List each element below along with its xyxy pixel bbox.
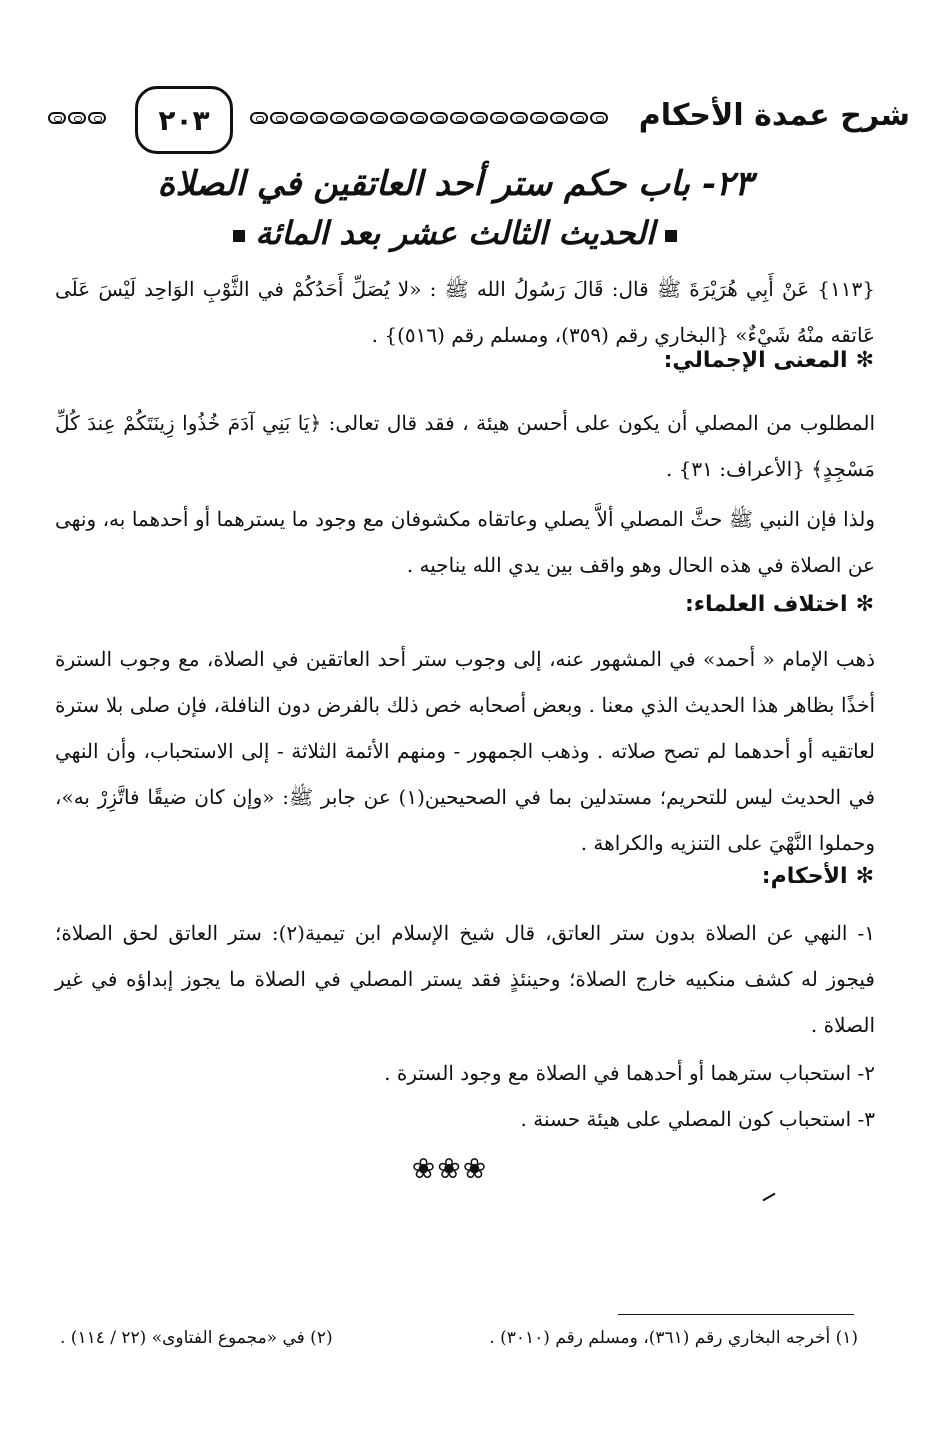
page-number-frame [135, 86, 233, 154]
chapter-title: ٢٣- باب حكم ستر أحد العاتقين في الصلاة [157, 164, 753, 204]
meaning-paragraph-1: المطلوب من المصلي أن يكون على أحسن هيئة ، فقد قال تعالى: ﴿يَا بَنِي آدَمَ خُذُوا زِينَتَكُمْ عِندَ كُلِّ مَسْجِدٍ﴾ {الأعراف: ٣١} . [55, 411, 875, 481]
rulings-heading: ✻الأحكام: [761, 864, 874, 889]
page-number: ٢٠٣ [158, 103, 210, 137]
hadith-title-text: الحديث الثالث عشر بعد المائة [255, 214, 655, 252]
footnote-1: (١) أخرجه البخاري رقم (٣٦١)، ومسلم رقم (٣٠١٠) . [489, 1328, 858, 1348]
footnote-2: (٢) في «مجموع الفتاوى» (٢٢ / ١١٤) . [60, 1328, 333, 1348]
ruling-item-3: ٣- استحباب كون المصلي على هيئة حسنة . [520, 1107, 875, 1131]
asterisk-icon: ✻ [855, 348, 874, 373]
stray-mark [762, 1193, 775, 1202]
page-header [40, 84, 910, 164]
hadith-text: {١١٣} عَنْ أَبِي هُرَيْرَةَ ﷺ قال: قَالَ رَسُولُ الله ﷺ : «لا يُصَلِّ أَحَدُكُمْ في الثَّوْبِ الوَاحِد لَيْسَ عَلَى عَاتقه منْهُ شَيْءٌ» {البخاري رقم (٣٥٩)، ومسلم رقم (٥١٦)} . [55, 277, 875, 347]
disagreement-heading: ✻اختلاف العلماء: [685, 592, 874, 617]
ruling-item-2: ٢- استحباب سترهما أو أحدهما في الصلاة مع وجود السترة . [384, 1061, 875, 1085]
flower-divider-icon: ❀❀❀ [411, 1152, 489, 1185]
disagreement-paragraph: ذهب الإمام « أحمد» في المشهور عنه، إلى وجوب ستر أحد العاتقين في الصلاة، مع وجوب السترة أخذًا بظاهر هذا الحديث الذي معنا . وبعض أصحابه خص ذلك بالفرض دون النافلة، فإن صلى بلا سترة لعاتقيه أو أحدهما لم تصح صلاته . وذهب الجمهور - ومنهم الأئمة الثلاثة - إلى الاستحباب، وأن النهي في الحديث ليس للتحريم؛ مستدلين بما في الصحيحين(١) عن جابر ﷺ: «وإن كان ضيقًا فاتَّزِرْ به»، وحملوا النَّهْيَ على التنزيه والكراهة . [55, 647, 876, 855]
header-ornament-left [48, 112, 106, 124]
meaning-paragraph-2: ولذا فإن النبي ﷺ حثَّ المصلي ألاَّ يصلي وعاتقاه مكشوفان مع وجود ما يسترهما أو أحدهما به، ونهى عن الصلاة في هذه الحال وهو واقف بين يدي الله يناجيه . [55, 507, 875, 577]
footnote-divider [618, 1314, 854, 1315]
asterisk-icon: ✻ [855, 864, 874, 889]
square-bullet-icon [665, 230, 677, 242]
square-bullet-icon [233, 230, 245, 242]
meaning-heading: ✻المعنى الإجمالي: [663, 348, 874, 373]
header-ornament-middle [250, 112, 608, 124]
book-title: شرح عمدة الأحكام [638, 98, 910, 133]
ruling-item-1: ١- النهي عن الصلاة بدون ستر العاتق، قال شيخ الإسلام ابن تيمية(٢): ستر العاتق لحق الصلاة؛ فيجوز له كشف منكبيه خارج الصلاة؛ وحينئذٍ فقد يستر المصلي في الصلاة ما يجوز إبداؤه في غير الصلاة . [55, 921, 875, 1037]
asterisk-icon: ✻ [855, 592, 874, 617]
hadith-title [60, 214, 850, 252]
